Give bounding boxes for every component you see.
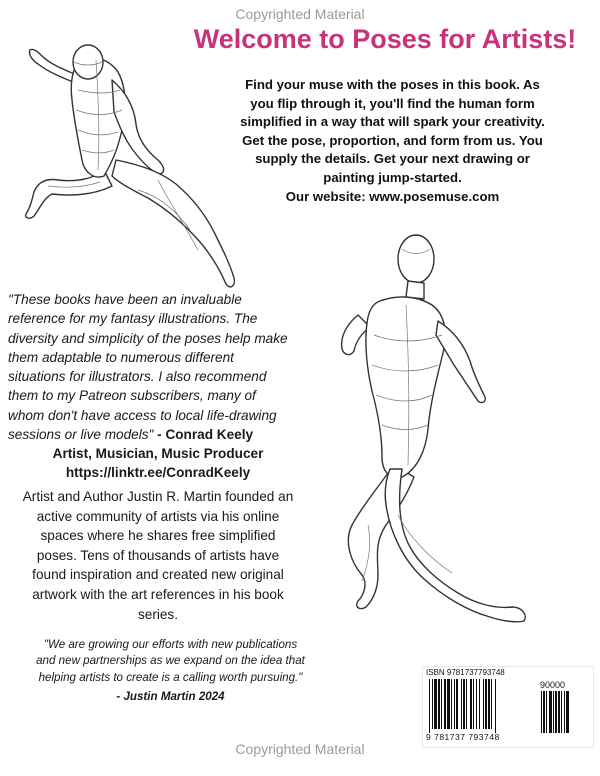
closing-line: helping artists to create is a calling worth pursuing." bbox=[38, 670, 303, 684]
bio-line: artwork with the art references in his book bbox=[32, 586, 284, 602]
intro-line: painting jump-started. bbox=[323, 169, 462, 185]
copyright-watermark-bottom: Copyrighted Material bbox=[235, 741, 365, 757]
bio-line: Artist and Author Justin R. Martin founded an bbox=[22, 489, 294, 504]
testimonial-line: reference for my fantasy illustrations. The bbox=[8, 311, 258, 327]
testimonial-line: diversity and simplicity of the poses help make bbox=[8, 330, 288, 346]
bio-line: spaces where he shares free simplified bbox=[40, 528, 276, 544]
closing-line: and new partnerships as we expand on the idea that bbox=[36, 654, 305, 668]
testimonial-line: them adaptable to numerous different bbox=[8, 349, 234, 365]
bio-line: series. bbox=[137, 606, 179, 622]
intro-line: supply the details. Get your next drawing or bbox=[255, 151, 530, 167]
testimonial-quote bbox=[8, 290, 308, 444]
testimonial-author-role: Artist, Musician, Music Producer bbox=[52, 446, 264, 461]
testimonial-author-link[interactable]: https://linktr.ee/ConradKeely bbox=[65, 465, 251, 480]
price-code: 90000 bbox=[540, 680, 566, 690]
running-figure-illustration bbox=[8, 20, 240, 302]
intro-line: Get the pose, proportion, and form from us. You bbox=[242, 132, 543, 148]
closing-line: "We are growing our efforts with new publications bbox=[43, 638, 298, 651]
bio-line: poses. Tens of thousands of artists have bbox=[36, 547, 280, 563]
jumping-figure-illustration bbox=[298, 225, 543, 675]
bio-line: active community of artists via his online bbox=[36, 508, 280, 524]
intro-line: simplified in a way that will spark your creativity. bbox=[240, 114, 545, 130]
testimonial-line: "These books have been an invaluable bbox=[8, 292, 242, 307]
testimonial-author: - Conrad Keely bbox=[153, 427, 254, 443]
isbn-label: ISBN 9781737793748 bbox=[426, 668, 505, 677]
testimonial-line: situations for illustrators. I also recommend bbox=[8, 369, 267, 385]
intro-line: you flip through it, you'll find the human form bbox=[250, 95, 535, 111]
intro-paragraph bbox=[200, 76, 585, 206]
isbn-digits: 9 781737 793748 bbox=[426, 732, 500, 742]
bio-line: found inspiration and created new original bbox=[32, 567, 284, 583]
website-line: Our website: www.posemuse.com bbox=[285, 188, 500, 204]
testimonial-line: whom don't have access to local life-drawing bbox=[8, 407, 277, 423]
closing-quote bbox=[8, 637, 333, 686]
closing-author: - Justin Martin 2024 bbox=[116, 690, 225, 703]
intro-line: Find your muse with the poses in this book. As bbox=[245, 77, 540, 92]
copyright-watermark-top: Copyrighted Material bbox=[235, 6, 365, 22]
testimonial-line: sessions or live models" - Conrad Keely bbox=[8, 427, 254, 443]
author-bio bbox=[8, 487, 308, 624]
testimonial-line: them to my Patreon subscribers, many of bbox=[8, 388, 256, 404]
page-title: Welcome to Poses for Artists! bbox=[193, 24, 577, 54]
